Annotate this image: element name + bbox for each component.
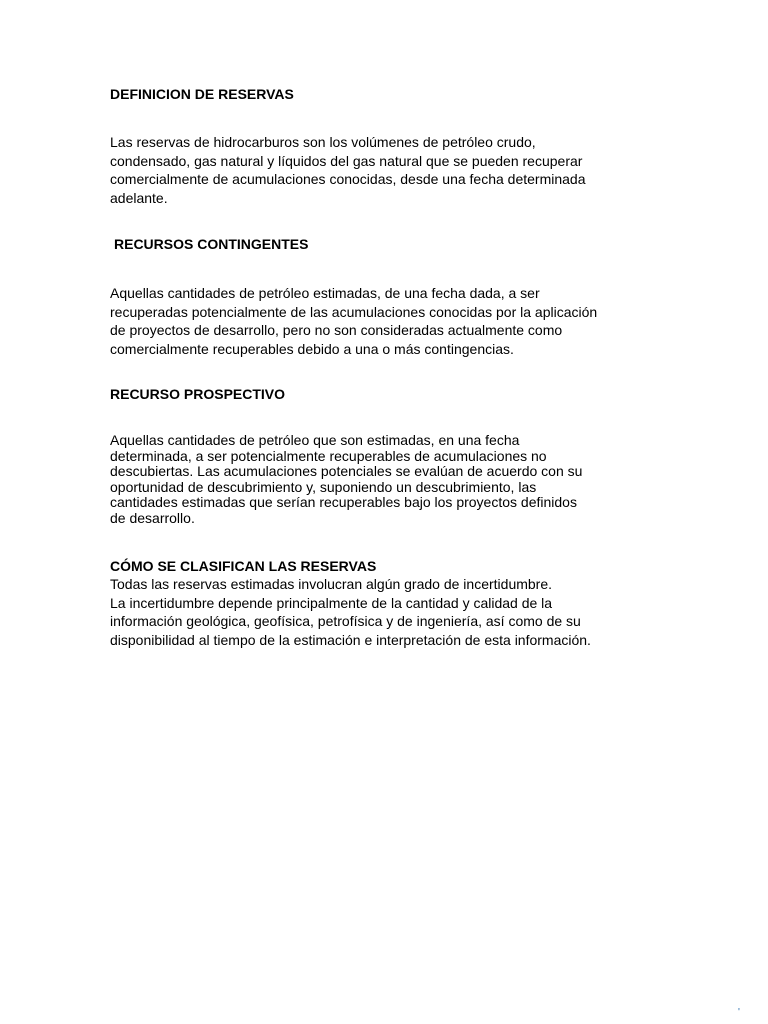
heading-recursos-contingentes: RECURSOS CONTINGENTES (114, 236, 309, 252)
text-line: oportunidad de descubrimiento y, suponiendo un descubrimiento, las (110, 478, 537, 495)
corner-mark: ' (738, 1007, 740, 1018)
text-line: La incertidumbre depende principalmente de la cantidad y calidad de la (110, 594, 553, 611)
text-line: cantidades estimadas que serían recuperables bajo los proyectos definidos (110, 494, 577, 511)
text-line: Las reservas de hidrocarburos son los volúmenes de petróleo crudo, (110, 134, 536, 150)
text-line: de proyectos de desarrollo, pero no son consideradas actualmente como (110, 322, 563, 338)
heading-como-se-clasifican-las-reservas: CÓMO SE CLASIFICAN LAS RESERVAS (110, 558, 377, 574)
text-line: Aquellas cantidades de petróleo estimadas, de una fecha dada, a ser (110, 285, 540, 301)
text-line: comercialmente de acumulaciones conocidas, desde una fecha determinada (110, 171, 586, 187)
text-line: adelante. (110, 189, 168, 206)
paragraph-definicion-de-reservas (110, 133, 586, 207)
text-line: comercialmente recuperables debido a una o más contingencias. (110, 340, 514, 357)
text-line: de desarrollo. (110, 509, 195, 526)
text-line: condensado, gas natural y líquidos del gas natural que se pueden recuperar (110, 152, 583, 169)
heading-recurso-prospectivo: RECURSO PROSPECTIVO (110, 386, 286, 402)
text-line: información geológica, geofísica, petrofísica y de ingeniería, así como de su (110, 613, 581, 629)
text-line: Todas las reservas estimadas involucran algún grado de incertidumbre. (110, 576, 553, 592)
paragraph-recurso-prospectivo (110, 433, 582, 527)
text-line: determinada, a ser potencialmente recuperables de acumulaciones no (110, 447, 547, 464)
text-line: descubiertas. Las acumulaciones potenciales se evalúan de acuerdo con su (110, 463, 583, 480)
text-line: disponibilidad al tiempo de la estimación e interpretación de esta información. (110, 631, 591, 648)
paragraph-como-se-clasifican-las-reservas (110, 575, 591, 649)
text-line: recuperadas potencialmente de las acumulaciones conocidas por la aplicación (110, 303, 598, 320)
paragraph-recursos-contingentes (110, 284, 597, 358)
text-line: Aquellas cantidades de petróleo que son estimadas, en una fecha (110, 432, 520, 448)
heading-definicion-de-reservas: DEFINICION DE RESERVAS (110, 86, 294, 102)
